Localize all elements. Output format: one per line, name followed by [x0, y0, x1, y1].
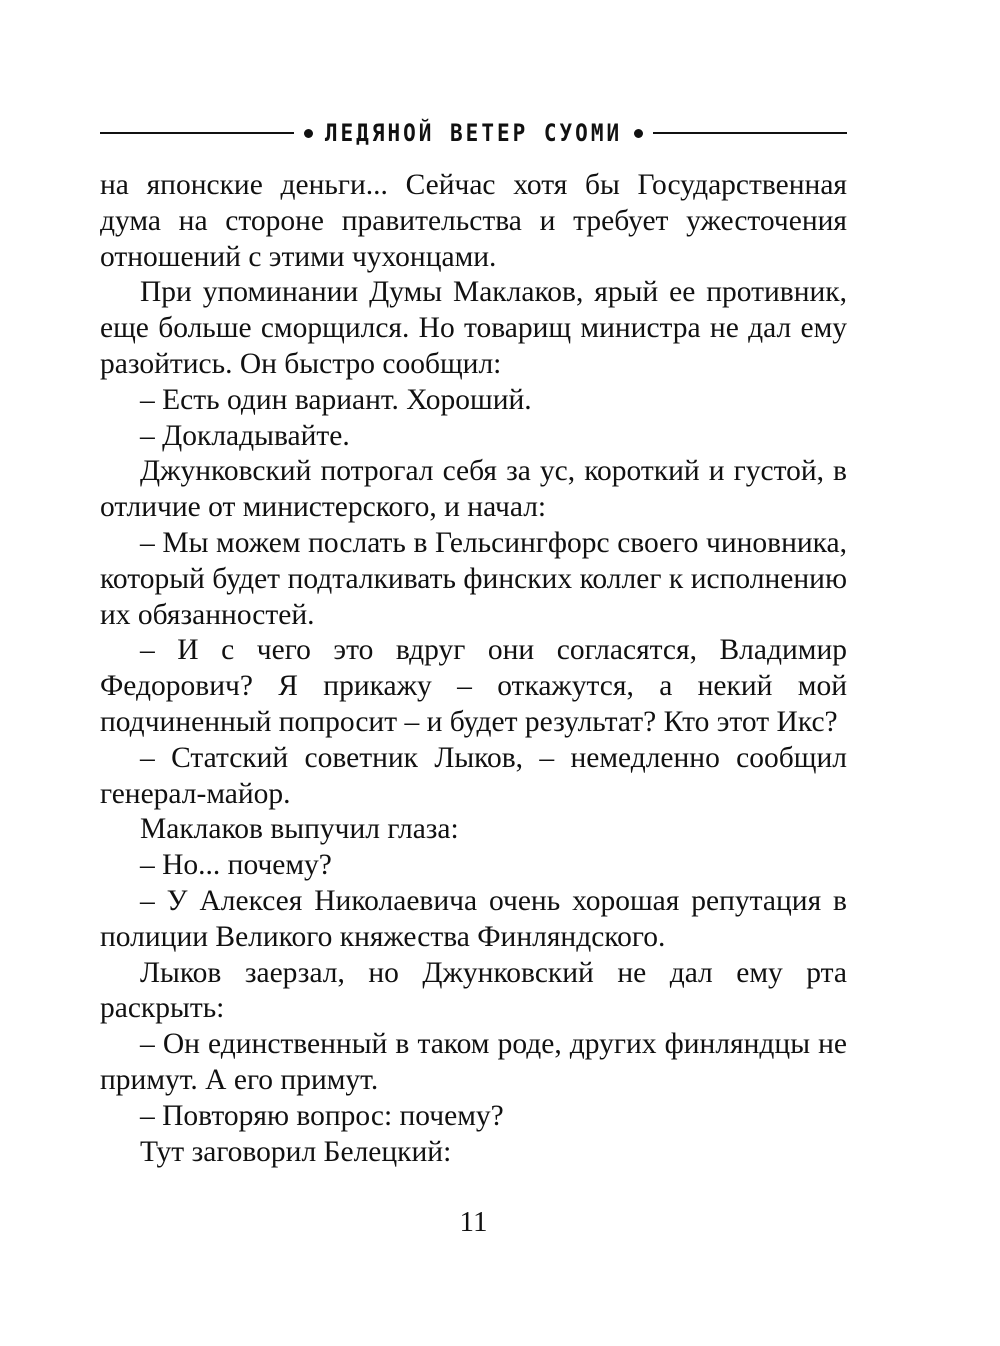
- paragraph: – И с чего это вдруг они согласятся, Владимир Федорович? Я прикажу – откажутся, а некий мой подчиненный попросит – и будет результат? Кто этот Икс?: [100, 634, 847, 738]
- paragraph: Тут заговорил Белецкий:: [140, 1135, 452, 1168]
- paragraph: Джунковский потрогал себя за ус, короткий и густой, в отличие от министерского, и начал:: [100, 455, 847, 524]
- header-bullet-left: [304, 129, 313, 138]
- header-rule-right: [653, 132, 847, 134]
- paragraph: – Статский советник Лыков, – немедленно сообщил генерал-майор.: [100, 741, 847, 810]
- paragraph: – Он единственный в таком роде, других финляндцы не примут. А его примут.: [100, 1028, 847, 1096]
- header-rule-left: [100, 132, 294, 134]
- page-number: 11: [459, 1206, 488, 1238]
- paragraph: – Повторяю вопрос: почему?: [140, 1099, 504, 1132]
- paragraph: – Докладывайте.: [140, 419, 350, 452]
- running-header-title: ЛЕДЯНОЙ ВЕТЕР СУОМИ: [324, 119, 623, 147]
- paragraph: – У Алексея Николаевича очень хорошая репутация в полиции Великого княжества Финляндского.: [100, 884, 847, 953]
- paragraph: При упоминании Думы Маклаков, ярый ее противник, еще больше сморщился. Но товарищ министра не дал ему разойтись. Он быстро сообщил:: [100, 276, 847, 380]
- paragraph: – Мы можем послать в Гельсингфорс своего чиновника, который будет подталкивать финских коллег к исполнению их обязанностей.: [100, 526, 847, 631]
- paragraph: – Но... почему?: [140, 849, 332, 882]
- paragraph: на японские деньги... Сейчас хотя бы Государственная дума на стороне правительства и требует ужесточения отношений с этими чухонцами.: [100, 169, 847, 273]
- paragraph: Маклаков выпучил глаза:: [140, 813, 459, 846]
- running-header: [100, 118, 847, 148]
- header-bullet-right: [634, 129, 643, 138]
- paragraph: – Есть один вариант. Хороший.: [140, 383, 532, 416]
- body-text: [100, 168, 847, 1170]
- paragraph: Лыков заерзал, но Джунковский не дал ему рта раскрыть:: [100, 956, 847, 1025]
